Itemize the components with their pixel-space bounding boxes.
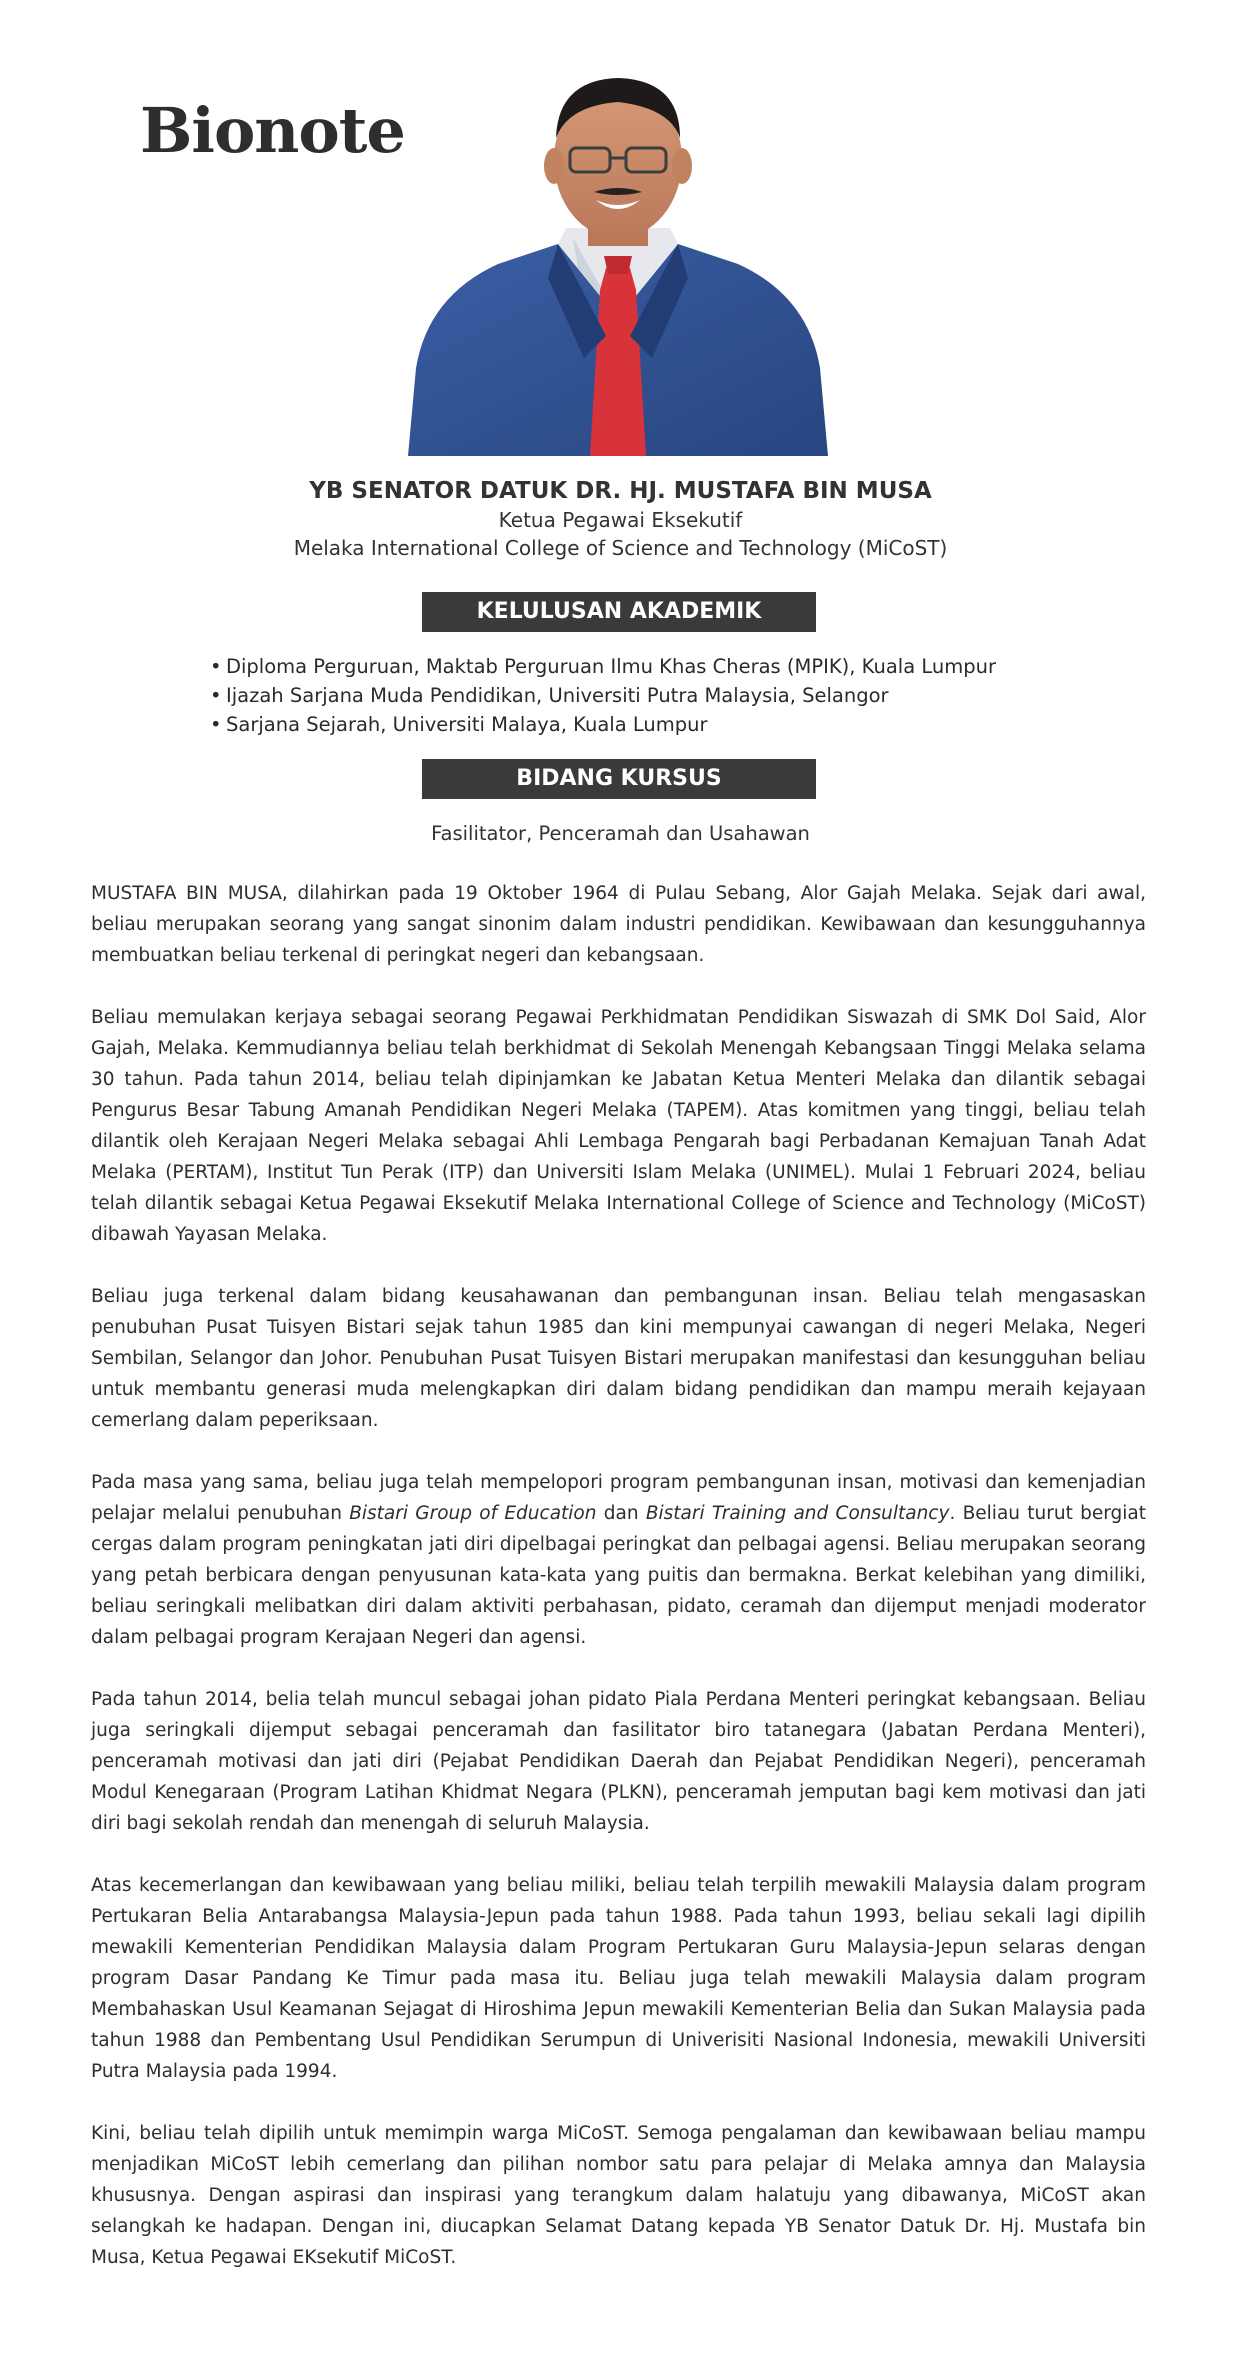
- academic-list: [210, 652, 1110, 739]
- bio-paragraph-6: Atas kecemerlangan dan kewibawaan yang beliau miliki, beliau telah terpilih mewakili Malaysia dalam program Pertukaran Belia Antarabangsa Malaysia-Jepun pada tahun 1988. Pada tahun 1993, beliau sekali lagi dipilih mewakili Kementerian Pendidikan Malaysia dalam Program Pertukaran Guru Malaysia-Jepun selaras dengan program Dasar Pandang Ke Timur pada masa itu. Beliau juga telah mewakili Malaysia dalam program Membahaskan Usul Keamanan Sejagat di Hiroshima Jepun mewakili Kementerian Belia dan Sukan Malaysia pada tahun 1988 dan Pembentang Usul Pendidikan Serumpun di Univerisiti Nasional Indonesia, mewakili Universiti Putra Malaysia pada 1994.: [91, 1875, 1146, 2082]
- bio-paragraph-4: Pada masa yang sama, beliau juga telah mempelopori program pembangunan insan, motivasi dan kemenjadian pelajar melalui penubuhan Bistari Group of Education dan Bistari Training and Consultancy. Beliau turut bergiat cergas dalam program peningkatan jati diri dipelbagai peringkat dan pelbagai agensi. Beliau merupakan seorang yang petah berbicara dengan penyusunan kata-kata yang puitis dan bermakna. Berkat kelebihan yang dimiliki, beliau seringkali melibatkan diri dalam aktiviti perbahasan, pidato, ceramah dan dijemput menjadi moderator dalam pelbagai program Kerajaan Negeri dan agensi.: [91, 1472, 1146, 1648]
- bio-paragraph-3: Beliau juga terkenal dalam bidang keusahawanan dan pembangunan insan. Beliau telah mengasaskan penubuhan Pusat Tuisyen Bistari sejak tahun 1985 dan kini mempunyai cawangan di negeri Melaka, Negeri Sembilan, Selangor dan Johor. Penubuhan Pusat Tuisyen Bistari merupakan manifestasi dan kesungguhan beliau untuk membantu generasi muda melengkapkan diri dalam bidang pendidikan dan mampu meraih kejayaan cemerlang dalam peperiksaan.: [91, 1286, 1146, 1431]
- biography: [91, 878, 1146, 2304]
- page-title: Bionote: [140, 94, 405, 167]
- academic-heading: KELULUSAN AKADEMIK: [422, 592, 816, 632]
- course-heading: BIDANG KURSUS: [422, 759, 816, 799]
- bio-paragraph-7: Kini, beliau telah dipilih untuk memimpin warga MiCoST. Semoga pengalaman dan kewibawaan beliau mampu menjadikan MiCoST lebih cemerlang dan pilihan nombor satu para pelajar di Melaka amnya dan Malaysia khususnya. Dengan aspirasi dan inspirasi yang terangkum dalam halatuju yang dibawanya, MiCoST akan selangkah ke hadapan. Dengan ini, diucapkan Selamat Datang kepada YB Senator Datuk Dr. Hj. Mustafa bin Musa, Ketua Pegawai EKsekutif MiCoST.: [91, 2123, 1146, 2268]
- list-item: • Ijazah Sarjana Muda Pendidikan, Universiti Putra Malaysia, Selangor: [210, 684, 889, 707]
- list-item: • Diploma Perguruan, Maktab Perguruan Ilmu Khas Cheras (MPIK), Kuala Lumpur: [210, 655, 996, 678]
- profile-block: [0, 476, 1241, 562]
- profile-name: YB SENATOR DATUK DR. HJ. MUSTAFA BIN MUSA: [309, 478, 932, 504]
- bistari-group-name: Bistari Group of Education: [349, 1503, 597, 1524]
- profile-organization: Melaka International College of Science and Technology (MiCoST): [293, 536, 948, 560]
- portrait-photo: [408, 68, 828, 456]
- bistari-training-name: Bistari Training and Consultancy: [645, 1503, 950, 1524]
- course-text: Fasilitator, Penceramah dan Usahawan: [431, 822, 810, 845]
- bio-paragraph-2: Beliau memulakan kerjaya sebagai seorang Pegawai Perkhidmatan Pendidikan Siswazah di SMK Dol Said, Alor Gajah, Melaka. Kemmudiannya beliau telah berkhidmat di Sekolah Menengah Kebangsaan Tinggi Melaka selama 30 tahun. Pada tahun 2014, beliau telah dipinjamkan ke Jabatan Ketua Menteri Melaka dan dilantik sebagai Pengurus Besar Tabung Amanah Pendidikan Negeri Melaka (TAPEM). Atas komitmen yang tinggi, beliau telah dilantik oleh Kerajaan Negeri Melaka sebagai Ahli Lembaga Pengarah bagi Perbadanan Kemajuan Tanah Adat Melaka (PERTAM), Institut Tun Perak (ITP) dan Universiti Islam Melaka (UNIMEL). Mulai 1 Februari 2024, beliau telah dilantik sebagai Ketua Pegawai Eksekutif Melaka International College of Science and Technology (MiCoST) dibawah Yayasan Melaka.: [91, 1007, 1146, 1245]
- bio-paragraph-1: MUSTAFA BIN MUSA, dilahirkan pada 19 Oktober 1964 di Pulau Sebang, Alor Gajah Melaka. Sejak dari awal, beliau merupakan seorang yang sangat sinonim dalam industri pendidikan. Kewibawaan dan kesungguhannya membuatkan beliau terkenal di peringkat negeri dan kebangsaan.: [91, 883, 1146, 966]
- bio-paragraph-5: Pada tahun 2014, belia telah muncul sebagai johan pidato Piala Perdana Menteri peringkat kebangsaan. Beliau juga seringkali dijemput sebagai penceramah dan fasilitator biro tatanegara (Jabatan Perdana Menteri), penceramah motivasi dan jati diri (Pejabat Pendidikan Daerah dan Pejabat Pendidikan Negeri), penceramah Modul Kenegaraan (Program Latihan Khidmat Negara (PLKN), penceramah jemputan bagi kem motivasi dan jati diri bagi sekolah rendah dan menengah di seluruh Malaysia.: [91, 1689, 1146, 1834]
- list-item: • Sarjana Sejarah, Universiti Malaya, Kuala Lumpur: [210, 713, 708, 736]
- profile-position: Ketua Pegawai Eksekutif: [498, 508, 743, 532]
